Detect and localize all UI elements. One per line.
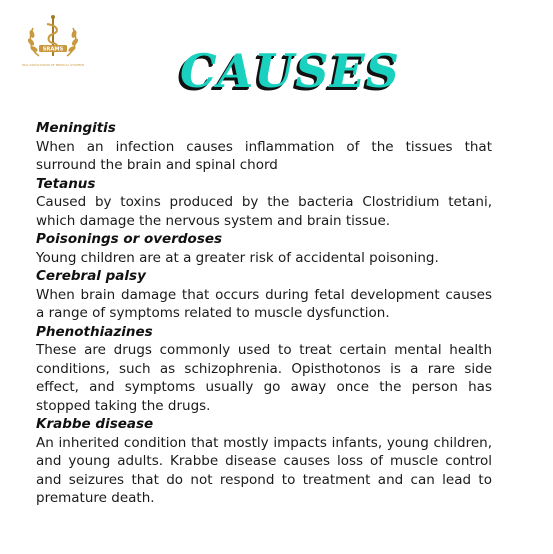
cause-description: When an infection causes inflammation of the tissues that surround the brain and spinal chord xyxy=(36,138,492,173)
organization-logo xyxy=(22,12,84,74)
cause-title: Tetanus xyxy=(36,175,96,192)
cause-title: Phenothiazines xyxy=(36,323,153,340)
cause-description: Caused by toxins produced by the bacteria Clostridium tetani, which damage the nervous system and brain tissue. xyxy=(36,194,492,229)
cause-description: When brain damage that occurs during fetal development causes a range of symptoms related to muscle dysfunction. xyxy=(36,286,492,321)
cause-title: Krabbe disease xyxy=(36,416,154,432)
cause-description: An inherited condition that mostly impacts infants, young children, and young adults. Krabbe disease causes loss of muscle control and seizures that do not respond to treatment and can lead to premature death. xyxy=(36,434,492,506)
page-title: CAUSES xyxy=(180,44,400,98)
title-container xyxy=(180,40,400,102)
cause-title: Cerebral palsy xyxy=(36,268,146,284)
causes-list xyxy=(36,119,492,508)
cause-description: Young children are at a greater risk of accidental poisoning. xyxy=(36,249,439,266)
cause-description: These are drugs commonly used to treat certain mental health conditions, such as schizophrenia. Opisthotonos is a rare side effect, and symptoms usually go away once the person has stopped taking the drugs. xyxy=(36,342,492,414)
logo-org-name: SYRIA ASSOCIATION OF MEDICAL STUDENTS xyxy=(22,63,84,67)
cause-title: Poisonings or overdoses xyxy=(36,231,223,247)
logo-abbrev: SRAMS xyxy=(42,46,64,53)
caduceus-laurel-icon xyxy=(22,12,84,74)
cause-title: Meningitis xyxy=(36,120,116,136)
